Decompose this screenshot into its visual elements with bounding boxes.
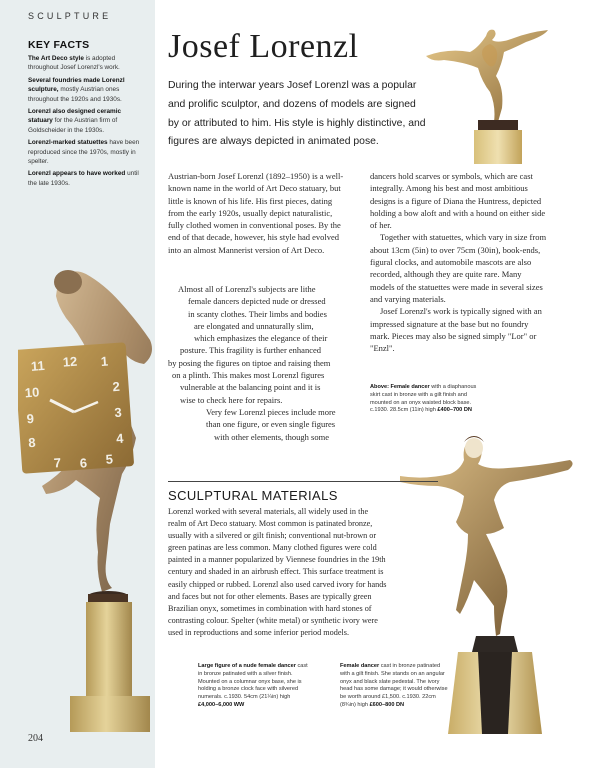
intro-paragraph: During the interwar years Josef Lorenzl was a popular and prolific sculptor, and dozens of models are signed by or attributed to him. His style is highly distinctive, and figures are always depicted in animated pose.: [168, 80, 426, 148]
clock-numeral: 8: [27, 434, 37, 451]
key-fact: Lorenzl-marked statuettes have been reproduced since the 1970s, mostly in spelter.: [28, 139, 140, 166]
clock-numeral: 11: [30, 357, 46, 374]
clock-numeral: 12: [62, 353, 78, 370]
caption-female-dancer-slate: Female dancer cast in bronze patinated with a gilt finish. She stands on an angular onyx and black slate pedestal. The ivory head has some damage; it would otherwise be worth around £1,500. c.1930. 22cm (8¾in) high £600–800 DN: [340, 663, 448, 708]
clock-numeral: 9: [26, 410, 35, 427]
clock-numeral: 1: [100, 353, 109, 369]
section-label: SCULPTURE: [28, 11, 112, 21]
text-line: vulnerable at the balancing point and it is: [180, 382, 321, 393]
body-paragraph: Austrian-born Josef Lorenzl (1892–1950) is a well-known name in the world of Art Deco statuary, but little is known of his life. His first pieces, dating from the early 1920s, usually depict naturalistic, fully clothed women in conventional poses. By the end of that decade, however, his style had evolved into an almost Mannerist version of Art Deco.: [168, 171, 344, 255]
body-paragraph: Josef Lorenzl's work is typically signed with an impressed signature at the base but no foundry mark. Pieces may also be signed simply "Lor" or "Enzl".: [370, 306, 542, 354]
key-fact: Lorenzl appears to have worked until the late 1930s.: [28, 170, 139, 187]
caption-female-dancer-gilt: Above: Female dancer with a diaphanous skirt cast in bronze with a gilt finish and mounted on an onyx waisted block base. c.1930. 28.5cm (11in) high £400–700 DN: [370, 384, 477, 414]
clock-numeral: 3: [113, 404, 123, 421]
key-facts-title: KEY FACTS: [28, 39, 90, 51]
clock-numeral: 10: [24, 384, 40, 401]
text-line: which emphasizes the elegance of their: [194, 333, 328, 344]
key-facts-list: [28, 54, 144, 191]
clock-numeral: 5: [105, 451, 114, 467]
materials-heading: SCULPTURAL MATERIALS: [168, 488, 338, 503]
text-line: than one figure, or even single figures: [206, 419, 336, 430]
text-line: Very few Lorenzl pieces include more: [206, 406, 336, 417]
page-number: 204: [28, 733, 43, 744]
key-fact: Lorenzl also designed ceramic statuary for the Austrian firm of Goldscheider in the 1930s.: [28, 108, 122, 134]
key-fact: The Art Deco style is adopted throughout Josef Lorenzl's work.: [28, 55, 120, 72]
text-line: wise to check here for repairs.: [180, 394, 283, 405]
key-fact: Several foundries made Lorenzl sculpture, mostly Austrian ones throughout the 1920s and 1930s.: [28, 76, 125, 103]
materials-paragraph: Lorenzl worked with several materials, all widely used in the realm of Art Deco statuary. Most common is patinated bronze, usually with a silvered or gilt finish; conventional nut-brown or green patinas are less common. Many clothed figures were cold painted in a manner popularized by Viennese foundries in the 19th century and shaded in an airbrush effect. This surface treatment is easily chipped or rubbed. Lorenzl also used carved ivory for hands and faces but not for other elements. Bases are typically green Brazilian onyx, sometimes in combination with hard stones of contrasting colour. Spelter (white metal) or synthetic ivory were used in reproductions and some inferior period models.: [168, 507, 387, 637]
text-line: with other elements, though some: [214, 431, 329, 442]
body-paragraph-shaped: [168, 283, 352, 443]
text-line: by posing the figures on tiptoe and raising them: [168, 357, 331, 368]
clock-numeral: 2: [112, 378, 121, 395]
gilt-dancer-statuette-image: [418, 18, 563, 168]
body-column-1: [168, 170, 348, 256]
clock-numeral: 6: [79, 455, 88, 471]
text-line: in scanty clothes. Their limbs and bodies: [188, 308, 327, 319]
body-paragraph: dancers hold scarves or symbols, which are cast integrally. Among his best and most ambitious designs is a figure of Diana the Huntress, depicted holding a bow aloft and with a hound on either side of her.: [370, 171, 546, 231]
text-line: on a plinth. This makes most Lorenzl figures: [172, 370, 325, 381]
clock-numeral: 4: [115, 430, 124, 447]
nude-dancer-clock-statuette-image: [18, 262, 193, 737]
text-line: Almost all of Lorenzl's subjects are lithe: [178, 284, 316, 294]
text-line: are elongated and unnaturally slim,: [194, 320, 314, 331]
page-title: Josef Lorenzl: [168, 28, 359, 65]
text-line: female dancers depicted nude or dressed: [188, 296, 326, 307]
section-divider: [168, 481, 438, 482]
body-paragraph: Together with statuettes, which vary in size from about 13cm (5in) to over 75cm (30in), book-ends, figural clocks, and automobile mascots are also recorded, although they are quite rare. Many models of the statuettes were made in several sizes and varying materials.: [370, 232, 547, 304]
clock-numeral: 7: [53, 455, 62, 471]
body-column-2: [370, 170, 548, 354]
caption-nude-dancer-clock: Large figure of a nude female dancer cast in bronze patinated with a silver finish. Mounted on a columnar onyx base, she is holding a bronze clock face with silvered numerals. c.1930. 54cm (21¼in) high £4,000–6,000 WW: [198, 663, 308, 708]
text-line: posture. This fragility is further enhanced: [180, 345, 321, 356]
